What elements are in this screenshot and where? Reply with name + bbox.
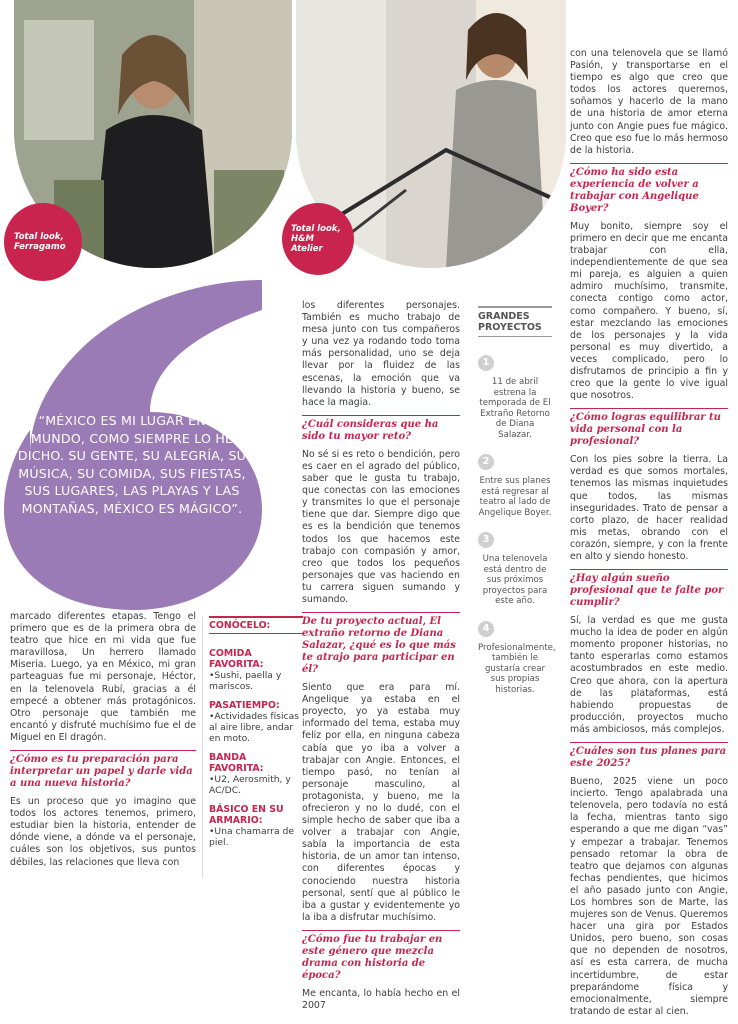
conocelo-band-value: •U2, Aerosmith, y AC/DC.: [209, 774, 291, 796]
conocelo-wardrobe-value: •Una chamarra de piel.: [209, 826, 295, 848]
conocelo-band-head: BANDA FAVORITA:: [209, 752, 264, 774]
col-right-paragraph-1: con una telenovela que se llamó Pasión, y transportarse en el tiempo es algo que creo que todos los actores queremos, soñamos y hacerlo de la mano de una historia de amor eterna junto con Angie pues fue mágico. Creo que eso fue lo más hermoso de la historia.: [570, 48, 728, 156]
col-mid-paragraph-1: los diferentes personajes. También es mucho trabajo de mesa junto con tus compañeros y una vez ya rodando todo toma más personalidad, uno se deja llevar por la fluidez de las escenas, la emoción que va llevando la historia y bueno, se hace la magia.: [302, 300, 460, 408]
conocelo-title: CONÓCELO:: [209, 616, 303, 634]
conocelo-hobby-value: •Actividades físicas al aire libre, andar en moto.: [209, 711, 299, 744]
conocelo-food-head: COMIDA FAVORITA:: [209, 648, 264, 670]
question-plans-2025: ¿Cuáles son tus planes para este 2025?: [570, 742, 728, 770]
project-number-3: 3: [478, 532, 494, 548]
caption-left-badge: [4, 203, 82, 281]
col-mid-paragraph-3: Siento que era para mí. Angelique ya estaba en el proyecto, yo ya estaba muy informado del tema, estaba muy feliz por ella, en ninguna cabeza cabía que yo iba a volver a trabajar con Angie. Entonces, el tiempo pasó, no tenían al personaje masculino, al protagonista, y bueno, me la ofrecieron y no lo dudé, con el simple hecho de saber que iba a volver a trabajar con Angie, sabía la importancia de esta historia, de un amor tan intenso, con diferentes épocas y conociendo nuestra historia personal, sentí que al público le iba a gustar y evidentemente yo la iba a disfrutar muchísimo.: [302, 682, 460, 923]
project-number-1: 1: [478, 355, 494, 371]
project-number-2: 2: [478, 454, 494, 470]
caption-left: Total look, Ferragamo: [14, 232, 66, 252]
column-middle: [302, 300, 460, 1018]
conocelo-box: [202, 616, 303, 878]
project-text-4: Profesionalmente, también le gustaría crear sus propias historias.: [478, 642, 556, 695]
project-number-4: 4: [478, 621, 494, 637]
conocelo-hobby-head: PASATIEMPO:: [209, 700, 280, 711]
question-balance: ¿Cómo logras equilibrar tu vida personal con la profesional?: [570, 408, 728, 448]
pull-quote: “MÉXICO ES MI LUGAR EN EL MUNDO, COMO SIEMPRE LO HE DICHO. SU GENTE, SU ALEGRÍA, SU MÚSICA, SU COMIDA, SUS FIESTAS, SUS LUGARES, LAS PLAYAS Y LAS MONTAÑAS, MÉXICO ES MÁGICO”.: [17, 413, 247, 516]
conocelo-wardrobe-head: BÁSICO EN SU ARMARIO:: [209, 804, 284, 826]
question-preparation: ¿Cómo es tu preparación para interpretar un papel y darle vida a una nueva historia?: [10, 750, 196, 790]
question-working-with-angelique: ¿Cómo ha sido esta experiencia de volver a trabajar con Angelique Boyer?: [570, 163, 728, 215]
project-text-3: Una telenovela está dentro de sus próximos proyectos para este año.: [482, 554, 548, 606]
col-left-paragraph-1: marcado diferentes etapas. Tengo el primero que es de la primera obra de teatro que hice en mi vida que fue maravillosa, Un herrero llamado Miseria. Luego, ya en México, mi gran parteaguas fue mi personaje, Héctor, en la telenovela Rubí, gracias a él empecé a obtener más protagónicos. Otro personaje que también me encantó y disfruté muchísimo fue el de Miguel en El dragón.: [10, 611, 196, 743]
col-right-paragraph-4: Sí, la verdad es que me gusta mucho la idea de poder en algún momento proponer historias, no tanto esperarlas como estamos acostumbrados en este medio. Creo que ahora, con la apertura de las plataformas, está habiendo propuestas de producción, proyectos mucho más ambiciosos, más complejos.: [570, 615, 728, 735]
col-left-paragraph-2: Es un proceso que yo imagino que todos los actores tenemos, primero, estudiar bien la historia, entender de dónde viene, a dónde va el personaje, cuáles son los objetivos, sus puntos débiles, las relaciones que lleva con: [10, 796, 196, 868]
grandes-proyectos-title: GRANDES PROYECTOS: [478, 306, 552, 337]
col-right-paragraph-2: Muy bonito, siempre soy el primero en decir que me encanta trabajar con ella, independientemente de que sea mi pareja, es alguien a quien admiro muchísimo, transmite, conecta contigo como actor, como compañero. Y bueno, sí, estar mezclando las emociones de los personajes y la vida personal es muy divertido, a veces complicado, pero lo disfrutamos de principio a fin y creo que la gente lo vive igual que nosotros.: [570, 220, 728, 402]
col-mid-paragraph-4: Me encanta, lo había hecho en el 2007: [302, 987, 460, 1012]
question-biggest-challenge: ¿Cuál consideras que ha sido tu mayor reto?: [302, 415, 460, 443]
caption-right: Total look, H&M Atelier: [291, 224, 341, 254]
grandes-proyectos-box: [478, 306, 556, 709]
column-right: [570, 48, 728, 1024]
caption-right-badge: [282, 203, 354, 275]
question-period-drama: ¿Cómo fue tu trabajar en este género que mezcla drama con historia de época?: [302, 930, 460, 982]
project-text-1: 11 de abril estrena la temporada de El Extraño Retorno de Diana Salazar.: [479, 377, 551, 440]
conocelo-food-value: •Sushi, paella y mariscos.: [209, 670, 282, 692]
project-text-2: Entre sus planes está regresar al teatro al lado de Angelique Boyer.: [478, 476, 552, 518]
column-left: [10, 611, 196, 875]
question-current-project: De tu proyecto actual, El extraño retorno de Diana Salazar, ¿qué es lo que más te atrajo para participar en él?: [302, 612, 460, 676]
col-right-paragraph-3: Con los pies sobre la tierra. La verdad es que somos mortales, tenemos las mismas inquietudes que todos, las mismas inseguridades. Trato de pensar a corto plazo, de hacer realidad mis metas, obrando con el corazón, siempre, y con la frente en alto y siendo honesto.: [570, 454, 728, 562]
col-mid-paragraph-2: No sé si es reto o bendición, pero es caer en el agrado del público, saber que le gusta tu trabajo, que conectas con las emociones y transmites lo que el personaje tiene que dar. Siempre digo que es es la bendición que tenemos todos los que hacemos este trabajo con compasión y amor, creo que todos los pequeños personajes que vas haciendo en tu carrera siguen sumando y sumando.: [302, 448, 460, 605]
question-dream: ¿Hay algún sueño profesional que te falte por cumplir?: [570, 569, 728, 609]
col-right-paragraph-5: Bueno, 2025 viene un poco incierto. Tengo apalabrada una telenovela, pero todavía no está la fecha, mientras tanto sigo esperando a que me digan “vas” y empezar a trabajar. Tenemos pensado retomar la obra de teatro que dejamos con algunas fechas pendientes, que hicimos el año pasado junto con Angie, Los hombres son de Marte, las mujeres son de Venus. Queremos hacer una gira por Estados Unidos, pero bueno, son cosas que no dependen de nosotros, así es esta carrera, de mucha incertidumbre, de estar preparándome física y emocionalmente, siempre tratando de estar al cien.: [570, 776, 728, 1017]
